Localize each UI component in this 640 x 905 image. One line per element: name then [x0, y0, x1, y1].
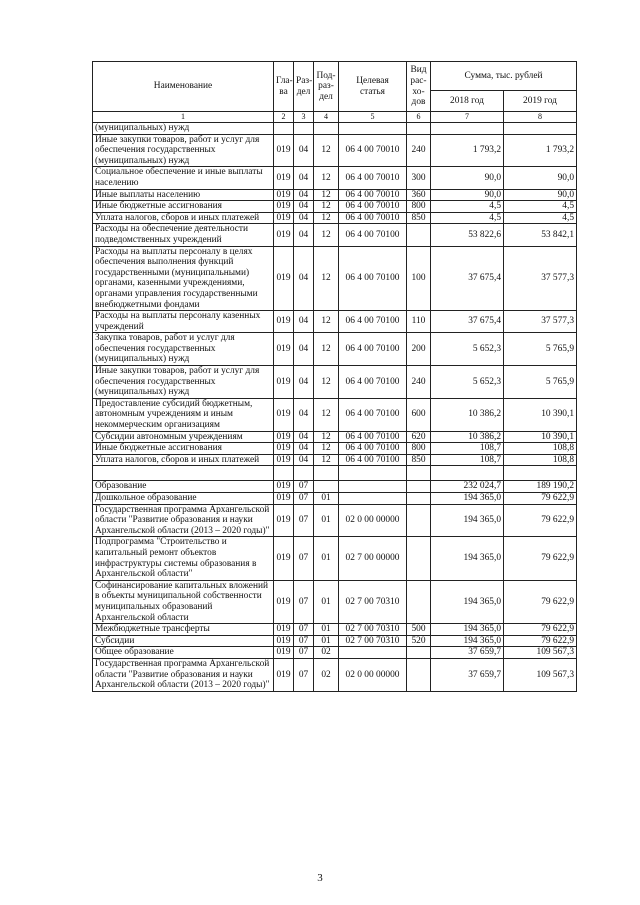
- table-row: [93, 658, 577, 691]
- header-target: [339, 62, 407, 112]
- row-subsection: 12: [314, 431, 339, 443]
- row-section: [294, 466, 314, 481]
- row-subsection: 12: [314, 189, 339, 201]
- column-number: 4: [314, 112, 339, 123]
- row-target: 06 4 00 70100: [339, 333, 407, 366]
- row-amount-2019: 189 190,2: [504, 481, 577, 493]
- row-expense-type: [407, 466, 431, 481]
- header-expense-type: [407, 62, 431, 112]
- row-amount-2019: 10 390,1: [504, 398, 577, 431]
- table-row: [93, 224, 577, 246]
- row-amount-2019: 109 567,3: [504, 658, 577, 691]
- row-amount-2019: 79 622,9: [504, 504, 577, 537]
- row-name: Подпрограмма "Строительство и капитальный ремонт объектов инфраструктуры системы образования в Архангельской области": [93, 537, 274, 580]
- row-subsection: 01: [314, 580, 339, 623]
- row-amount-2019: 4,5: [504, 212, 577, 224]
- row-chapter: 019: [274, 167, 294, 189]
- row-expense-type: 600: [407, 398, 431, 431]
- row-amount-2019: [504, 123, 577, 135]
- table-body: [93, 112, 577, 692]
- row-chapter: 019: [274, 189, 294, 201]
- row-amount-2018: 194 365,0: [431, 635, 504, 647]
- page-number: 3: [317, 872, 323, 884]
- row-section: 07: [294, 481, 314, 493]
- table-row: [93, 504, 577, 537]
- row-amount-2018: 90,0: [431, 167, 504, 189]
- table-row: [93, 454, 577, 466]
- row-target: 02 7 00 70310: [339, 580, 407, 623]
- row-amount-2019: 108,8: [504, 454, 577, 466]
- row-target: 06 4 00 70100: [339, 398, 407, 431]
- row-subsection: 12: [314, 366, 339, 399]
- table-row: [93, 167, 577, 189]
- row-expense-type: 110: [407, 311, 431, 333]
- table-row: [93, 311, 577, 333]
- row-chapter: 019: [274, 454, 294, 466]
- row-amount-2018: 37 675,4: [431, 246, 504, 311]
- row-name: Социальное обеспечение и иные выплаты населению: [93, 167, 274, 189]
- header-year-2018: 2018 год: [431, 91, 504, 112]
- row-section: 04: [294, 311, 314, 333]
- row-expense-type: [407, 481, 431, 493]
- row-name: Иные бюджетные ассигнования: [93, 443, 274, 455]
- row-subsection: 12: [314, 443, 339, 455]
- row-name: Расходы на обеспечение деятельности подведомственных учреждений: [93, 224, 274, 246]
- row-amount-2019: 79 622,9: [504, 537, 577, 580]
- table-row: [93, 201, 577, 213]
- row-chapter: 019: [274, 443, 294, 455]
- table-row: [93, 481, 577, 493]
- column-number: 2: [274, 112, 294, 123]
- row-subsection: 01: [314, 493, 339, 505]
- row-target: [339, 123, 407, 135]
- row-name: Иные закупки товаров, работ и услуг для обеспечения государственных (муниципальных) нужд: [93, 366, 274, 399]
- row-name: Дошкольное образование: [93, 493, 274, 505]
- row-expense-type: 360: [407, 189, 431, 201]
- row-chapter: 019: [274, 431, 294, 443]
- row-section: 04: [294, 366, 314, 399]
- row-target: 06 4 00 70100: [339, 224, 407, 246]
- row-section: 04: [294, 134, 314, 167]
- row-chapter: 019: [274, 635, 294, 647]
- row-expense-type: [407, 537, 431, 580]
- row-amount-2018: 37 659,7: [431, 647, 504, 659]
- row-target: 02 7 00 70310: [339, 624, 407, 636]
- row-amount-2019: 5 765,9: [504, 366, 577, 399]
- column-number-row: [93, 112, 577, 123]
- row-name: Уплата налогов, сборов и иных платежей: [93, 212, 274, 224]
- row-target: 06 4 00 70100: [339, 366, 407, 399]
- row-amount-2019: [504, 466, 577, 481]
- row-chapter: [274, 123, 294, 135]
- row-amount-2019: 108,8: [504, 443, 577, 455]
- table-row: [93, 635, 577, 647]
- row-amount-2018: 37 659,7: [431, 658, 504, 691]
- row-amount-2018: 232 024,7: [431, 481, 504, 493]
- header-subsection-text: Под- раз- дел: [316, 70, 336, 102]
- row-chapter: 019: [274, 647, 294, 659]
- row-subsection: 01: [314, 624, 339, 636]
- column-number: 6: [407, 112, 431, 123]
- row-amount-2018: 4,5: [431, 212, 504, 224]
- row-section: 07: [294, 537, 314, 580]
- column-number: 5: [339, 112, 407, 123]
- budget-table: [92, 61, 577, 692]
- row-section: 07: [294, 580, 314, 623]
- table-row: [93, 333, 577, 366]
- header-section: [294, 62, 314, 112]
- row-target: [339, 493, 407, 505]
- row-subsection: [314, 466, 339, 481]
- row-name: Иные бюджетные ассигнования: [93, 201, 274, 213]
- row-amount-2019: 37 577,3: [504, 246, 577, 311]
- header-target-text: Целевая статья: [356, 75, 389, 97]
- row-target: 06 4 00 70010: [339, 167, 407, 189]
- row-expense-type: [407, 647, 431, 659]
- row-amount-2019: 109 567,3: [504, 647, 577, 659]
- row-name: Уплата налогов, сборов и иных платежей: [93, 454, 274, 466]
- row-amount-2018: 10 386,2: [431, 431, 504, 443]
- header-chapter-text: Гла- ва: [276, 75, 293, 97]
- column-number: 3: [294, 112, 314, 123]
- header-year-2019: 2019 год: [504, 91, 577, 112]
- row-expense-type: 200: [407, 333, 431, 366]
- row-expense-type: [407, 580, 431, 623]
- row-section: 07: [294, 504, 314, 537]
- row-amount-2019: 90,0: [504, 167, 577, 189]
- row-target: 06 4 00 70010: [339, 201, 407, 213]
- row-target: [339, 466, 407, 481]
- row-section: 04: [294, 167, 314, 189]
- row-expense-type: 850: [407, 454, 431, 466]
- row-chapter: 019: [274, 481, 294, 493]
- row-chapter: 019: [274, 658, 294, 691]
- row-expense-type: 850: [407, 212, 431, 224]
- row-section: 04: [294, 201, 314, 213]
- row-amount-2018: 194 365,0: [431, 580, 504, 623]
- row-chapter: 019: [274, 537, 294, 580]
- row-name: Закупка товаров, работ и услуг для обеспечения государственных (муниципальных) нужд: [93, 333, 274, 366]
- row-chapter: 019: [274, 398, 294, 431]
- row-chapter: 019: [274, 311, 294, 333]
- row-amount-2018: 194 365,0: [431, 504, 504, 537]
- row-name: Предоставление субсидий бюджетным, автономным учреждениям и иным некоммерческим организациям: [93, 398, 274, 431]
- header-subsection: [314, 62, 339, 112]
- row-section: 04: [294, 212, 314, 224]
- row-name: Образование: [93, 481, 274, 493]
- row-section: 04: [294, 431, 314, 443]
- row-subsection: [314, 123, 339, 135]
- row-amount-2019: 79 622,9: [504, 624, 577, 636]
- row-amount-2019: 37 577,3: [504, 311, 577, 333]
- row-target: 02 7 00 70310: [339, 635, 407, 647]
- row-subsection: 12: [314, 454, 339, 466]
- row-amount-2019: 4,5: [504, 201, 577, 213]
- row-target: 06 4 00 70100: [339, 246, 407, 311]
- table-row: [93, 398, 577, 431]
- row-name: Иные закупки товаров, работ и услуг для обеспечения государственных (муниципальных) нужд: [93, 134, 274, 167]
- row-amount-2018: 10 386,2: [431, 398, 504, 431]
- row-chapter: [274, 466, 294, 481]
- column-number: 7: [431, 112, 504, 123]
- row-target: [339, 647, 407, 659]
- row-subsection: 12: [314, 311, 339, 333]
- row-amount-2018: 90,0: [431, 189, 504, 201]
- header-chapter: [274, 62, 294, 112]
- row-target: 06 4 00 70010: [339, 189, 407, 201]
- table-row: [93, 647, 577, 659]
- table-row: [93, 466, 577, 481]
- row-name: Межбюджетные трансферты: [93, 624, 274, 636]
- row-amount-2019: 53 842,1: [504, 224, 577, 246]
- row-expense-type: 300: [407, 167, 431, 189]
- row-target: 06 4 00 70100: [339, 443, 407, 455]
- table-row: [93, 493, 577, 505]
- row-amount-2019: 1 793,2: [504, 134, 577, 167]
- table-row: [93, 212, 577, 224]
- row-section: 04: [294, 454, 314, 466]
- table-row: [93, 443, 577, 455]
- row-subsection: 12: [314, 167, 339, 189]
- row-amount-2018: 108,7: [431, 443, 504, 455]
- row-section: 04: [294, 224, 314, 246]
- row-name: (муниципальных) нужд: [93, 123, 274, 135]
- row-amount-2018: 37 675,4: [431, 311, 504, 333]
- row-amount-2018: 1 793,2: [431, 134, 504, 167]
- header-section-text: Раз- дел: [296, 75, 313, 97]
- row-name: Государственная программа Архангельской области "Развитие образования и науки Архангельской области (2013 – 2020 годы)": [93, 504, 274, 537]
- row-amount-2019: 90,0: [504, 189, 577, 201]
- row-amount-2018: 5 652,3: [431, 333, 504, 366]
- row-amount-2019: 5 765,9: [504, 333, 577, 366]
- row-target: 02 0 00 00000: [339, 658, 407, 691]
- row-name: Расходы на выплаты персоналу казенных учреждений: [93, 311, 274, 333]
- row-subsection: 12: [314, 134, 339, 167]
- row-subsection: 12: [314, 246, 339, 311]
- row-amount-2019: 79 622,9: [504, 580, 577, 623]
- row-target: 02 0 00 00000: [339, 504, 407, 537]
- row-amount-2019: 79 622,9: [504, 493, 577, 505]
- row-amount-2018: 194 365,0: [431, 493, 504, 505]
- row-expense-type: [407, 224, 431, 246]
- row-subsection: 12: [314, 212, 339, 224]
- row-expense-type: 500: [407, 624, 431, 636]
- row-target: 06 4 00 70100: [339, 454, 407, 466]
- row-name: Государственная программа Архангельской области "Развитие образования и науки Архангельской области (2013 – 2020 годы)": [93, 658, 274, 691]
- row-name: Расходы на выплаты персоналу в целях обеспечения выполнения функций государственными (муниципальными) органами, казенными учреждениями, органами управления государственными внебюджетными фондами: [93, 246, 274, 311]
- row-subsection: 01: [314, 504, 339, 537]
- row-chapter: 019: [274, 333, 294, 366]
- row-chapter: 019: [274, 201, 294, 213]
- row-expense-type: 100: [407, 246, 431, 311]
- row-expense-type: 240: [407, 366, 431, 399]
- header-sum-group: Сумма, тыс. рублей: [431, 62, 577, 91]
- row-amount-2018: 194 365,0: [431, 537, 504, 580]
- row-subsection: 12: [314, 201, 339, 213]
- row-subsection: 02: [314, 658, 339, 691]
- row-section: [294, 123, 314, 135]
- row-section: 07: [294, 635, 314, 647]
- row-chapter: 019: [274, 212, 294, 224]
- row-chapter: 019: [274, 134, 294, 167]
- row-expense-type: 800: [407, 443, 431, 455]
- row-target: 06 4 00 70100: [339, 431, 407, 443]
- row-chapter: 019: [274, 493, 294, 505]
- row-name: Субсидии автономным учреждениям: [93, 431, 274, 443]
- row-amount-2018: 5 652,3: [431, 366, 504, 399]
- table-row: [93, 189, 577, 201]
- row-expense-type: 800: [407, 201, 431, 213]
- header-expense-type-text: Вид рас- хо- дов: [410, 65, 427, 108]
- row-chapter: 019: [274, 624, 294, 636]
- row-expense-type: [407, 123, 431, 135]
- row-expense-type: 520: [407, 635, 431, 647]
- row-target: [339, 481, 407, 493]
- row-subsection: 01: [314, 635, 339, 647]
- table-row: [93, 134, 577, 167]
- row-chapter: 019: [274, 504, 294, 537]
- row-section: 04: [294, 333, 314, 366]
- column-number: 1: [93, 112, 274, 123]
- row-chapter: 019: [274, 580, 294, 623]
- row-subsection: 12: [314, 224, 339, 246]
- row-name: Иные выплаты населению: [93, 189, 274, 201]
- table-row: [93, 431, 577, 443]
- row-section: 04: [294, 398, 314, 431]
- row-section: 04: [294, 189, 314, 201]
- row-subsection: 12: [314, 333, 339, 366]
- row-name: [93, 466, 274, 481]
- row-target: 06 4 00 70100: [339, 311, 407, 333]
- row-subsection: 02: [314, 647, 339, 659]
- table-row: [93, 366, 577, 399]
- table-row: [93, 246, 577, 311]
- row-name: Общее образование: [93, 647, 274, 659]
- table-row: [93, 624, 577, 636]
- row-target: 06 4 00 70010: [339, 134, 407, 167]
- row-amount-2018: [431, 123, 504, 135]
- row-expense-type: [407, 504, 431, 537]
- row-amount-2018: 4,5: [431, 201, 504, 213]
- row-subsection: 12: [314, 398, 339, 431]
- row-section: 07: [294, 493, 314, 505]
- row-expense-type: 620: [407, 431, 431, 443]
- header-name: Наименование: [93, 62, 274, 112]
- row-target: 02 7 00 00000: [339, 537, 407, 580]
- column-number: 8: [504, 112, 577, 123]
- row-section: 04: [294, 443, 314, 455]
- row-section: 07: [294, 658, 314, 691]
- row-target: 06 4 00 70010: [339, 212, 407, 224]
- row-chapter: 019: [274, 366, 294, 399]
- row-section: 07: [294, 647, 314, 659]
- row-expense-type: [407, 493, 431, 505]
- row-amount-2018: 194 365,0: [431, 624, 504, 636]
- row-chapter: 019: [274, 246, 294, 311]
- row-name: Субсидии: [93, 635, 274, 647]
- row-amount-2018: 53 822,6: [431, 224, 504, 246]
- row-expense-type: 240: [407, 134, 431, 167]
- row-expense-type: [407, 658, 431, 691]
- row-chapter: 019: [274, 224, 294, 246]
- row-name: Софинансирование капитальных вложений в объекты муниципальной собственности муниципальных образований Архангельской области: [93, 580, 274, 623]
- table-row: [93, 580, 577, 623]
- table-row: [93, 537, 577, 580]
- row-amount-2019: 10 390,1: [504, 431, 577, 443]
- row-amount-2019: 79 622,9: [504, 635, 577, 647]
- table-row: [93, 123, 577, 135]
- row-section: 07: [294, 624, 314, 636]
- row-section: 04: [294, 246, 314, 311]
- row-subsection: [314, 481, 339, 493]
- row-amount-2018: 108,7: [431, 454, 504, 466]
- row-subsection: 01: [314, 537, 339, 580]
- row-amount-2018: [431, 466, 504, 481]
